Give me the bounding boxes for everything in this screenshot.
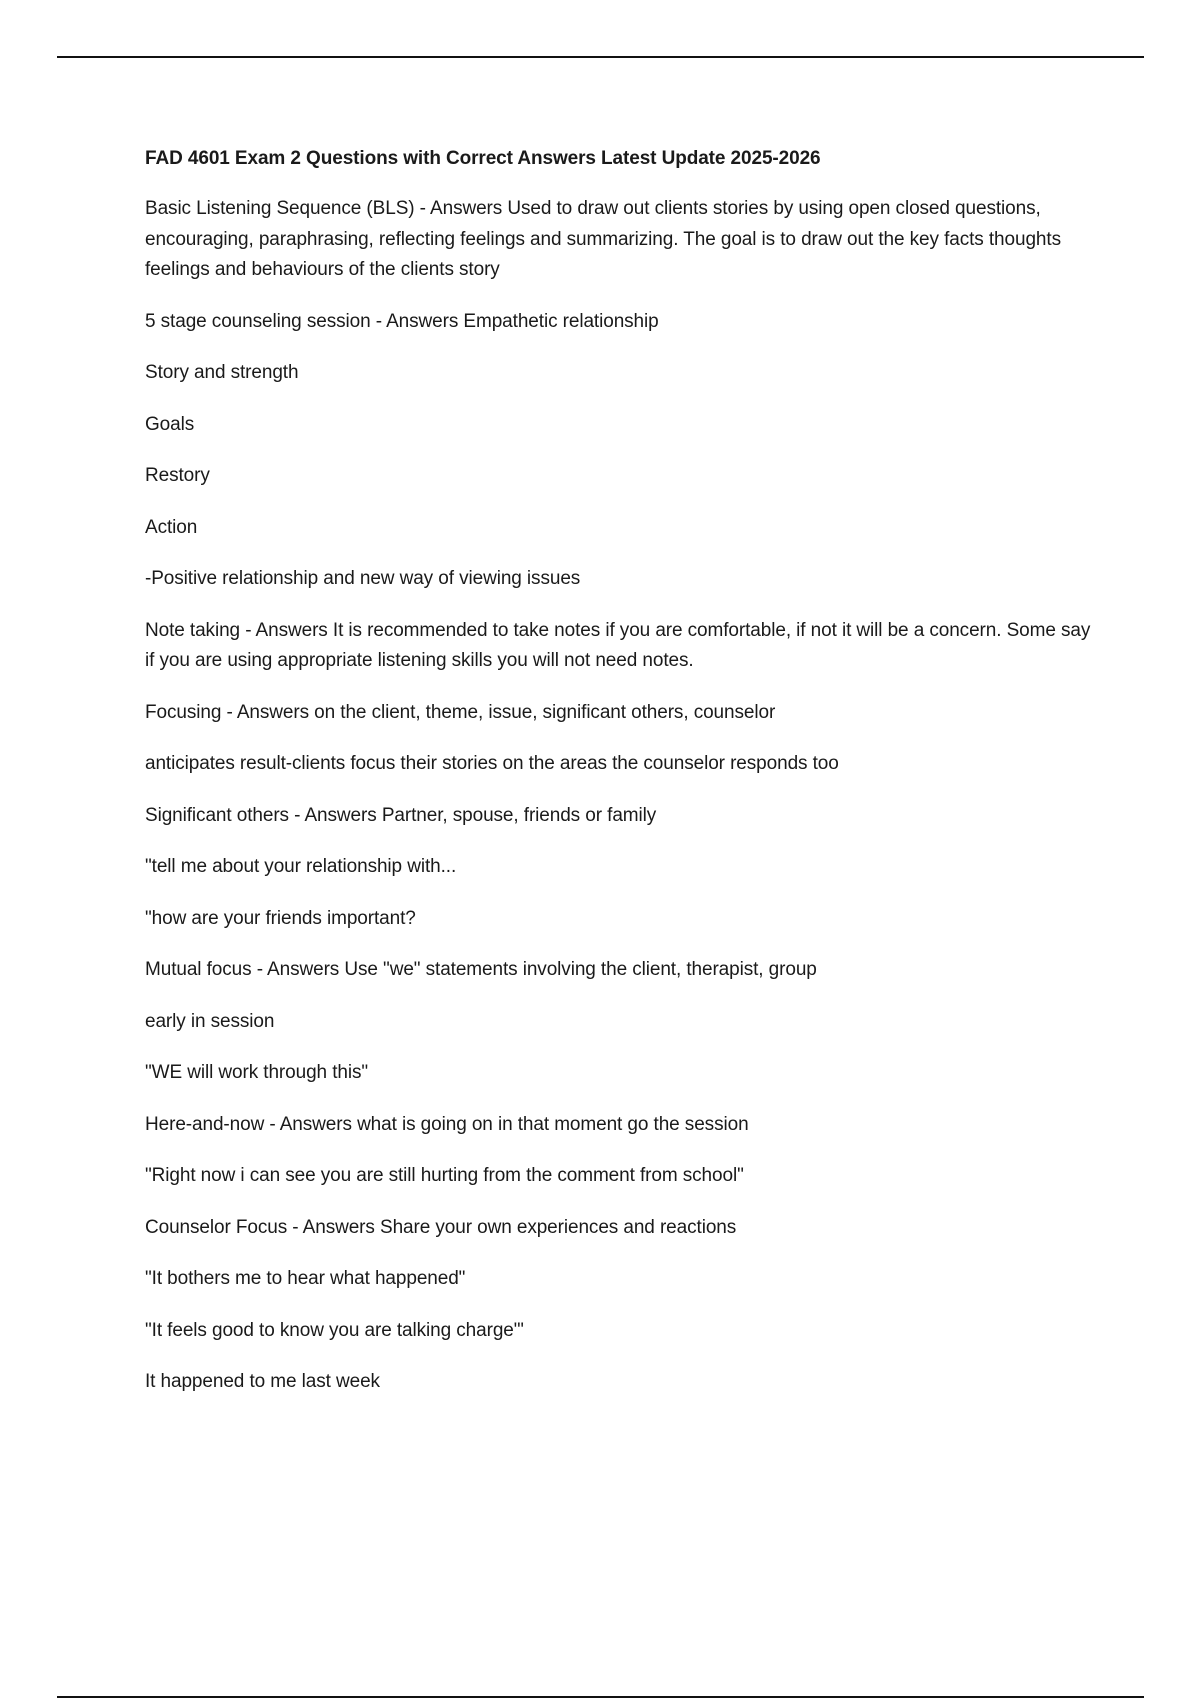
- paragraph: -Positive relationship and new way of viewing issues: [145, 568, 581, 589]
- paragraph: 5 stage counseling session - Answers Empathetic relationship: [145, 310, 659, 332]
- paragraph: "It bothers me to hear what happened": [145, 1268, 466, 1289]
- paragraph: It happened to me last week: [145, 1371, 380, 1392]
- document-title: FAD 4601 Exam 2 Questions with Correct Answers Latest Update 2025-2026: [145, 148, 821, 169]
- paragraph: "Right now i can see you are still hurting from the comment from school": [145, 1165, 744, 1186]
- document-body: [145, 146, 1095, 1419]
- paragraph: "WE will work through this": [145, 1062, 369, 1083]
- paragraph: "It feels good to know you are talking charge"': [145, 1319, 524, 1341]
- paragraph: Note taking - Answers It is recommended to take notes if you are comfortable, if not it will be a concern. Some say if you are using appropriate listening skills you will not need notes.: [145, 619, 1091, 671]
- paragraph: Significant others - Answers Partner, spouse, friends or family: [145, 804, 657, 826]
- paragraph: Goals: [145, 413, 195, 435]
- paragraph: "how are your friends important?: [145, 907, 416, 929]
- footer-rule: [57, 1696, 1144, 1698]
- paragraph: anticipates result-clients focus their stories on the areas the counselor responds too: [145, 753, 839, 774]
- paragraph: Basic Listening Sequence (BLS) - Answers Used to draw out clients stories by using open closed questions, encouraging, paraphrasing, reflecting feelings and summarizing. The goal is to draw out the key facts thoughts feelings and behaviours of the clients story: [145, 198, 1061, 280]
- paragraph: Story and strength: [145, 362, 299, 383]
- paragraph: Focusing - Answers on the client, theme, issue, significant others, counselor: [145, 701, 776, 723]
- paragraph: Here-and-now - Answers what is going on in that moment go the session: [145, 1113, 749, 1135]
- paragraph-list: [145, 194, 1095, 1398]
- paragraph: Counselor Focus - Answers Share your own experiences and reactions: [145, 1216, 737, 1238]
- paragraph: early in session: [145, 1010, 275, 1032]
- paragraph: Mutual focus - Answers Use "we" statements involving the client, therapist, group: [145, 959, 817, 980]
- header-rule: [57, 56, 1144, 58]
- paragraph: Action: [145, 516, 198, 538]
- paragraph: Restory: [145, 465, 210, 486]
- paragraph: "tell me about your relationship with...: [145, 856, 457, 877]
